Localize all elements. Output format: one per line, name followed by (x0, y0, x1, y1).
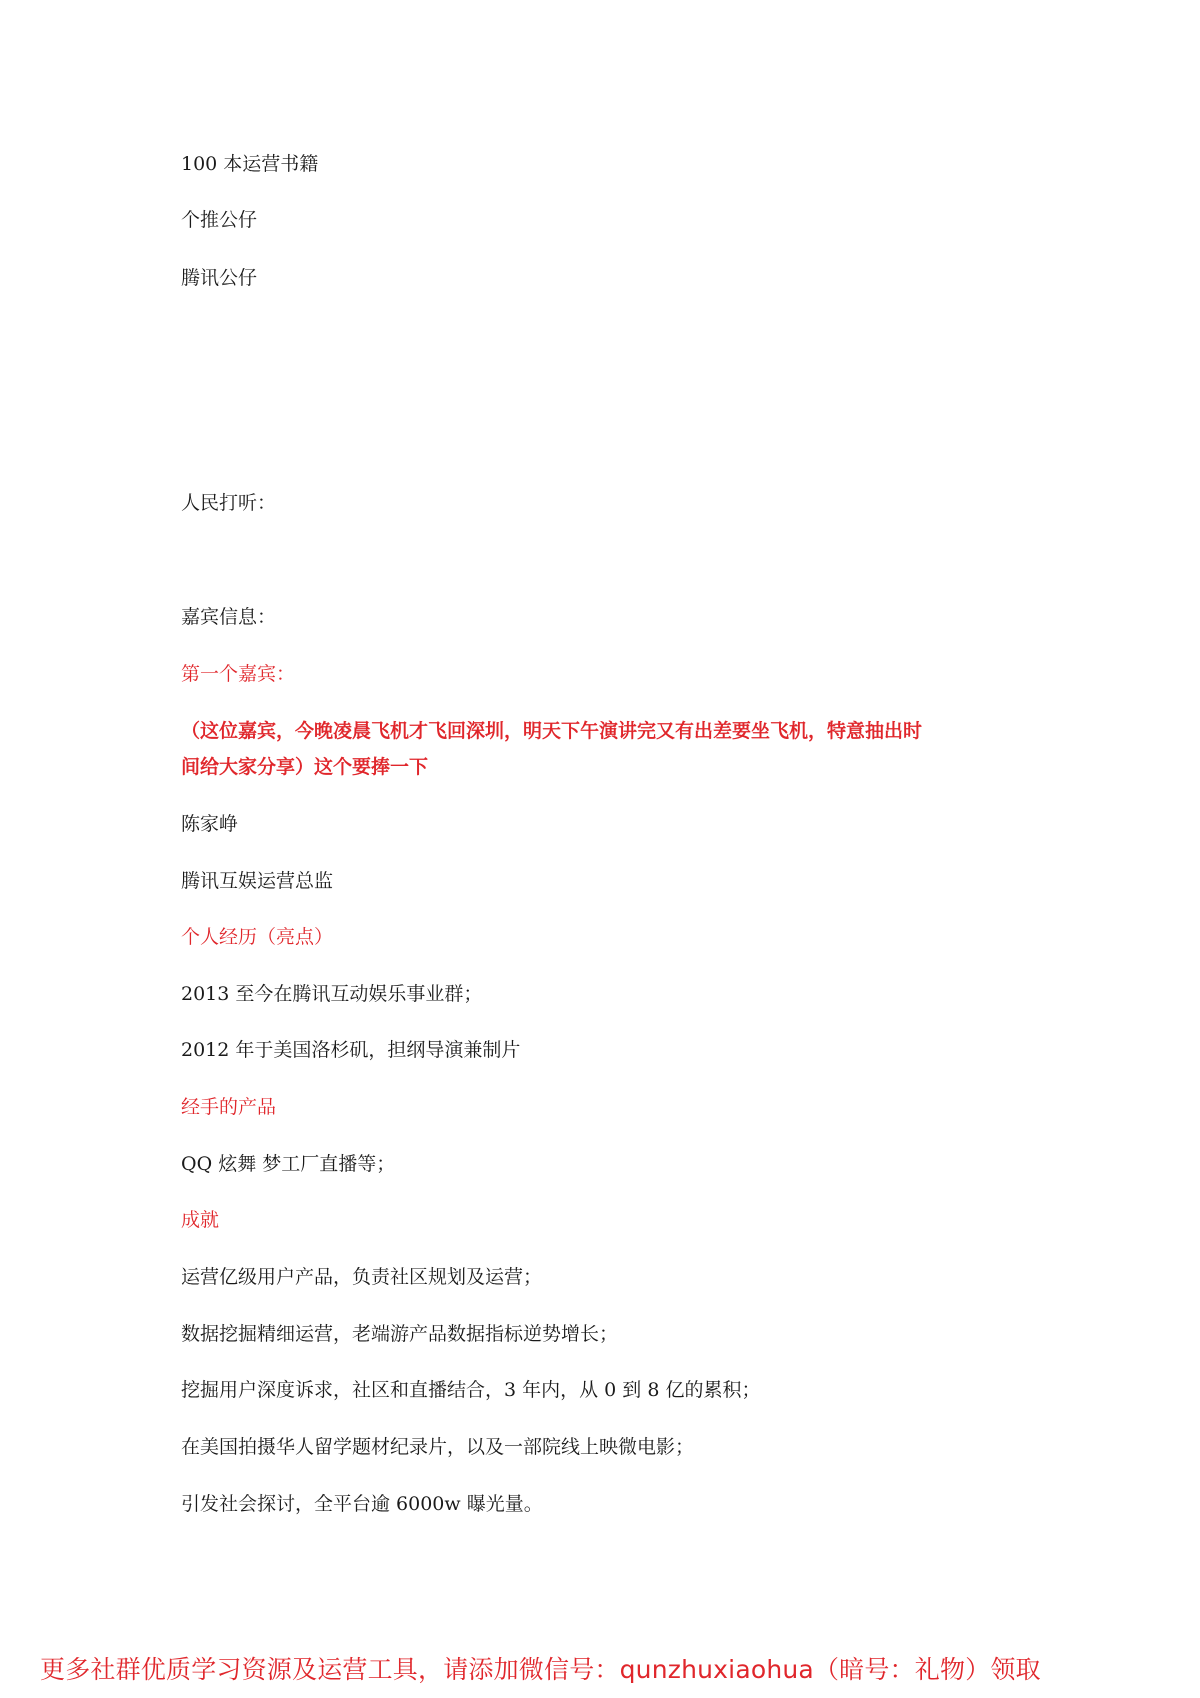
line-note-1: （这位嘉宾，今晚凌晨飞机才飞回深圳，明天下午演讲完又有出差要坐飞机，特意抽出时 (181, 720, 923, 742)
line-guest-info: 嘉宾信息： (181, 606, 277, 628)
line-achievement-1: 运营亿级用户产品，负责社区规划及运营； (181, 1266, 543, 1288)
line-inquiry: 人民打听： (181, 492, 277, 514)
line-products: QQ 炫舞 梦工厂直播等； (181, 1153, 396, 1175)
line-tencent-doll: 腾讯公仔 (181, 267, 258, 289)
line-note-2: 间给大家分享）这个要捧一下 (181, 756, 429, 778)
line-achievement-5: 引发社会探讨，全平台逾 6000w 曝光量。 (181, 1493, 543, 1515)
line-books: 100 本运营书籍 (181, 153, 319, 175)
line-achievement-3: 挖掘用户深度诉求，社区和直播结合，3 年内，从 0 到 8 亿的累积； (181, 1379, 761, 1401)
line-experience-2012: 2012 年于美国洛杉矶，担纲导演兼制片 (181, 1039, 521, 1061)
footer-promo: 更多社群优质学习资源及运营工具，请添加微信号：qunzhuxiaohua（暗号：礼物）领取 (40, 1655, 1041, 1684)
line-experience-heading: 个人经历（亮点） (181, 926, 334, 948)
line-achievements-heading: 成就 (181, 1209, 220, 1231)
line-guest-name: 陈家峥 (181, 813, 239, 835)
line-achievement-4: 在美国拍摄华人留学题材纪录片，以及一部院线上映微电影； (181, 1436, 695, 1458)
line-products-heading: 经手的产品 (181, 1096, 277, 1118)
line-guest-title: 腾讯互娱运营总监 (181, 870, 334, 892)
line-first-guest: 第一个嘉宾： (181, 663, 296, 685)
line-achievement-2: 数据挖掘精细运营，老端游产品数据指标逆势增长； (181, 1323, 619, 1345)
line-getui-doll: 个推公仔 (181, 209, 258, 231)
line-experience-2013: 2013 至今在腾讯互动娱乐事业群； (181, 983, 483, 1005)
